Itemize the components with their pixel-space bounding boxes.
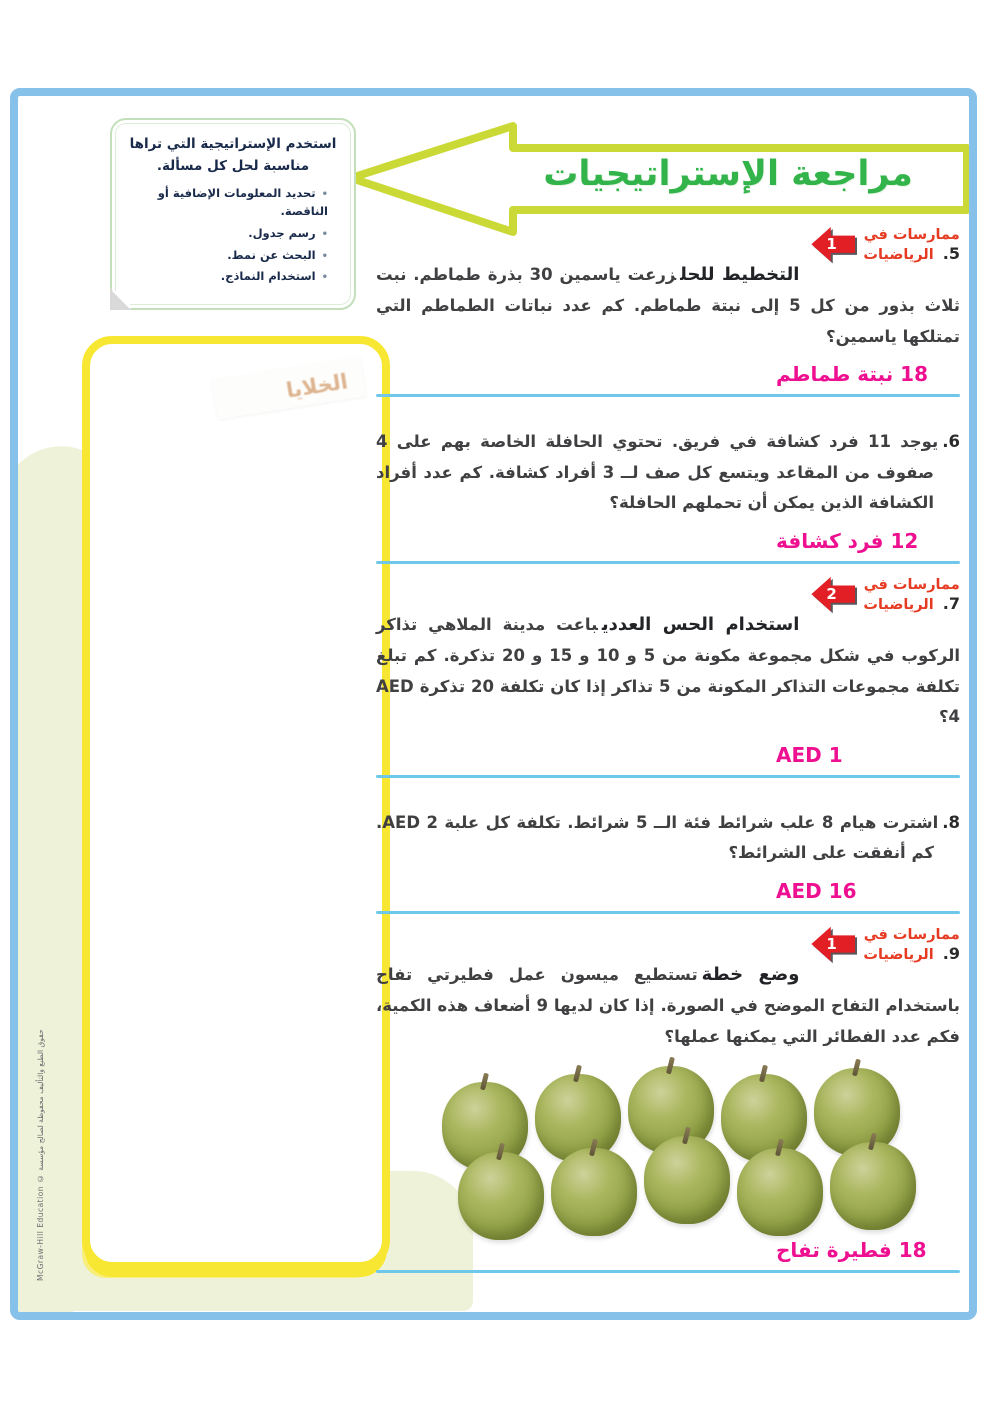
practice-label-line2: الرياضيات — [863, 247, 934, 264]
answer-text: 18 نبتة طماطم — [776, 362, 929, 387]
practice-badge-arrow-icon — [811, 926, 855, 962]
green-apple — [721, 1074, 807, 1162]
practice-label-line1: ممارسات في — [863, 227, 960, 243]
green-apple — [458, 1152, 544, 1240]
math-practices-label — [811, 224, 960, 264]
strategy-item: • تحديد المعلومات الإضافية أو الناقصة. — [128, 185, 328, 221]
problem-number: 6. — [942, 432, 960, 452]
green-apple — [644, 1136, 730, 1224]
strategy-item: • استخدام النماذج. — [128, 268, 328, 286]
practice-label-line1: ممارسات في — [863, 926, 960, 943]
problem-9 — [376, 926, 960, 1273]
problem-body: اشترت هيام 8 علب شرائط فئة الــ 5 شرائط. تكلفة كل علبة AED 2. كم أنفقت على الشرائط؟ — [376, 812, 939, 863]
apples-image — [442, 1066, 922, 1228]
page-title: مراجعة الإستراتيجيات — [543, 154, 913, 194]
green-apple — [814, 1068, 900, 1156]
green-apple — [737, 1148, 823, 1236]
strategy-item: • البحث عن نمط. — [128, 247, 328, 265]
practice-badge-number: 1 — [826, 235, 837, 254]
problem-lead: التخطيط للحل — [680, 264, 800, 285]
practice-badge-number: 1 — [826, 935, 837, 953]
problem-text — [376, 808, 960, 869]
problem-text — [376, 958, 960, 1052]
problem-lead: استخدام الحس العددي — [601, 613, 800, 635]
problem-lead: وضع خطة — [701, 963, 800, 985]
answer-text: AED 16 — [776, 878, 857, 903]
problem-5 — [376, 227, 960, 397]
problem-body: زرعت ياسمين 30 بذرة طماطم. نبت ثلاث بذور من كل 5 إلى نبتة طماطم. كم عدد نباتات الطماطم التي تمتلكها ياسمين؟ — [376, 265, 960, 346]
page-fold-corner — [110, 288, 132, 310]
problem-body: تستطيع ميسون عمل فطيرتي تفاح باستخدام التفاح الموضح في الصورة. إذا كان لديها 9 أضعاف هذه الكمية، فكم عدد الفطائر التي يمكنها عملها؟ — [376, 964, 960, 1046]
section-divider — [376, 561, 960, 564]
workspace-marker-box[interactable] — [82, 336, 390, 1270]
section-divider — [376, 775, 960, 778]
page-frame — [10, 88, 977, 1320]
problem-8 — [376, 808, 960, 914]
math-practices-label — [811, 574, 960, 614]
practice-badge-arrow-icon — [811, 576, 855, 612]
problem-7 — [376, 576, 961, 778]
practice-label-line2: الرياضيات — [863, 946, 934, 963]
green-apple — [535, 1074, 621, 1162]
problem-text — [376, 608, 960, 733]
section-divider — [376, 394, 960, 397]
problem-text — [376, 258, 960, 352]
problem-text — [376, 427, 960, 519]
problem-body: باعت مدينة الملاهي تذاكر الركوب في شكل مجموعة مكونة من 5 و 10 و 15 و 20 تذكرة. كم تبلغ تكلفة مجموعات التذاكر المكونة من 5 تذاكر إذا كان تكلفة 20 تذكرة AED 4؟ — [376, 614, 961, 727]
strategy-callout — [110, 118, 356, 310]
problem-body: يوجد 11 فرد كشافة في فريق. تحتوي الحافلة الخاصة بهم على 4 صفوف من المقاعد ويتسع كل صف لــ 3 أفراد كشافة. كم عدد أفراد الكشافة الذين يمكن أن تحملهم الحافلة؟ — [376, 432, 939, 513]
problem-number: 8. — [942, 812, 960, 832]
practice-label-line1: ممارسات في — [863, 576, 960, 593]
handwriting-note: الخلايا — [284, 369, 350, 403]
section-divider — [376, 911, 960, 914]
answer-text: AED 1 — [776, 742, 843, 767]
practice-badge-arrow-icon — [811, 226, 855, 262]
math-practices-label — [811, 924, 960, 964]
practice-label-line2: الرياضيات — [863, 597, 934, 613]
green-apple — [830, 1142, 916, 1230]
answer-text: 12 فرد كشافة — [776, 528, 919, 553]
practice-badge-number: 2 — [826, 585, 837, 604]
strategy-list — [128, 185, 338, 286]
problem-6 — [376, 427, 960, 564]
section-divider — [376, 1270, 960, 1273]
strategy-item: • رسم جدول. — [128, 225, 328, 243]
copyright-text: McGraw-Hill Education © حقوق الطبع والتأليف محفوظة لصالح مؤسسة — [36, 1029, 45, 1281]
problem-number: 5. — [942, 244, 960, 264]
problem-number: 7. — [942, 594, 960, 613]
green-apple — [551, 1148, 637, 1236]
problems-column — [376, 214, 960, 1303]
callout-heading: استخدم الإستراتيجية التي تراها مناسبة لحل كل مسألة. — [129, 136, 337, 174]
problem-number: 9. — [942, 943, 960, 963]
answer-text: 18 فطيرة تفاح — [776, 1238, 927, 1263]
